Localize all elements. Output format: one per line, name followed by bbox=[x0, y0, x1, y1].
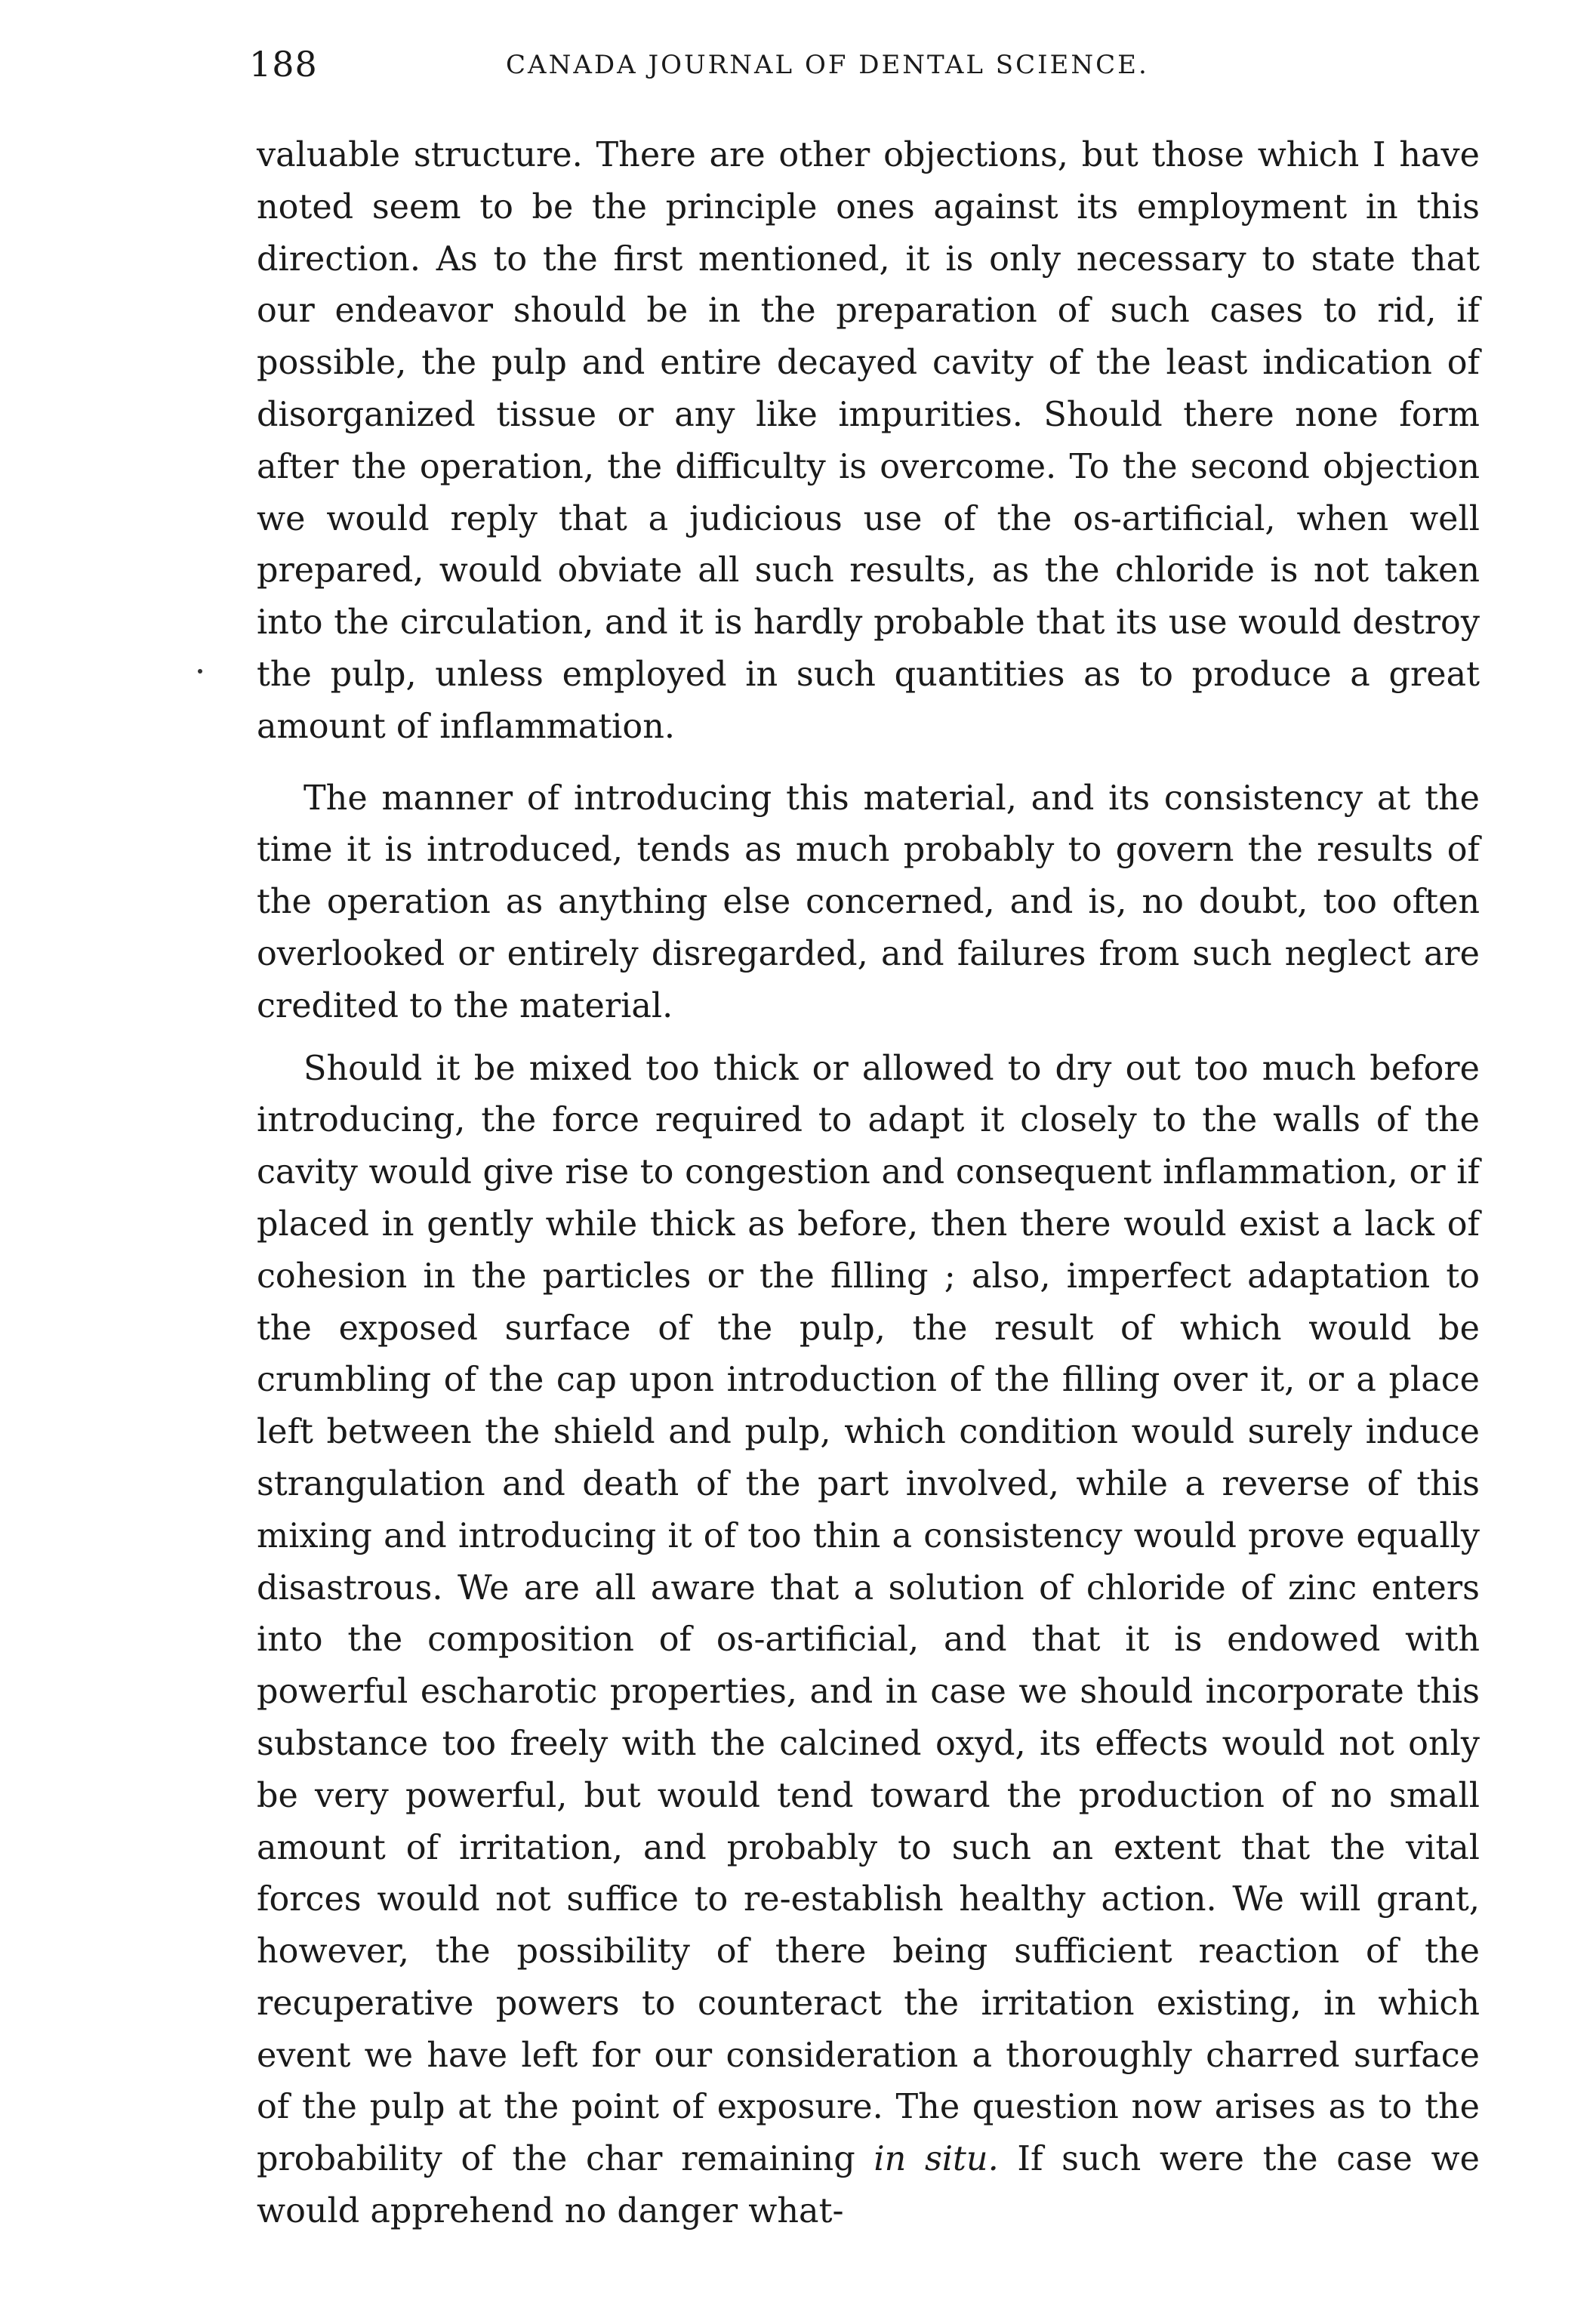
italic-phrase: in situ. bbox=[873, 2140, 999, 2179]
article-body bbox=[257, 130, 1480, 2238]
page-header bbox=[249, 44, 1480, 89]
paragraph-3 bbox=[257, 1044, 1480, 2238]
margin-mark bbox=[198, 669, 202, 674]
paragraph-3-text: Should it be mixed too thick or allowed to dry out too much before introducing, the force required to adapt it closely to the walls of the cavity would give rise to congestion and consequent inflammation, or if placed in gently while thick as before, then there would exist a lack of cohesion in the particles or the filling ; also, imperfect adaptation to the exposed surface of the pulp, the result of which would be crumbling of the cap upon introduction of the filling over it, or a place left between the shield and pulp, which condition would surely induce strangulation and death of the part involved, while a reverse of this mixing and introducing it of too thin a consistency would prove equally disastrous. We are all aware that a solution of chloride of zinc enters into the composition of os-artificial, and that it is endowed with powerful escharotic properties, and in case we should incorporate this substance too freely with the calcined oxyd, its effects would not only be very powerful, but would tend toward the production of no small amount of irritation, and probably to such an extent that the vital forces would not suffice to re-establish healthy action. We will grant, however, the possibility of there being sufficient reaction of the recuperative powers to counteract the irritation existing, in which event we have left for our consideration a thoroughly charred surface of the pulp at the point of exposure. The question now arises as to the probability of the char remaining bbox=[257, 1049, 1480, 2179]
running-title: CANADA JOURNAL OF DENTAL SCIENCE. bbox=[506, 50, 1149, 80]
paragraph-1: valuable structure. There are other objections, but those which I have noted seem to be the principle ones against its employment in this direction. As to the first mentioned, it is only necessary to state that our endeavor should be in the preparation of such cases to rid, if possible, the pulp and entire decayed cavity of the least indication of disorganized tissue or any like impurities. Should there none form after the operation, the difficulty is overcome. To the second objection we would reply that a judicious use of the os-artificial, when well prepared, would obviate all such results, as the chloride is not taken into the circulation, and it is hardly probable that its use would destroy the pulp, unless employed in such quantities as to produce a great amount of inflammation. bbox=[257, 136, 1480, 746]
page-number: 188 bbox=[249, 44, 318, 85]
paragraph-2: The manner of introducing this material, and its consistency at the time it is introduced, tends as much probably to govern the results of the operation as anything else concerned, and is, no doubt, too often overlooked or entirely disregarded, and failures from such neglect are credited to the material. bbox=[257, 778, 1480, 1025]
paragraph-3-ending: If such were the case we would apprehend no danger what- bbox=[257, 2140, 1480, 2231]
